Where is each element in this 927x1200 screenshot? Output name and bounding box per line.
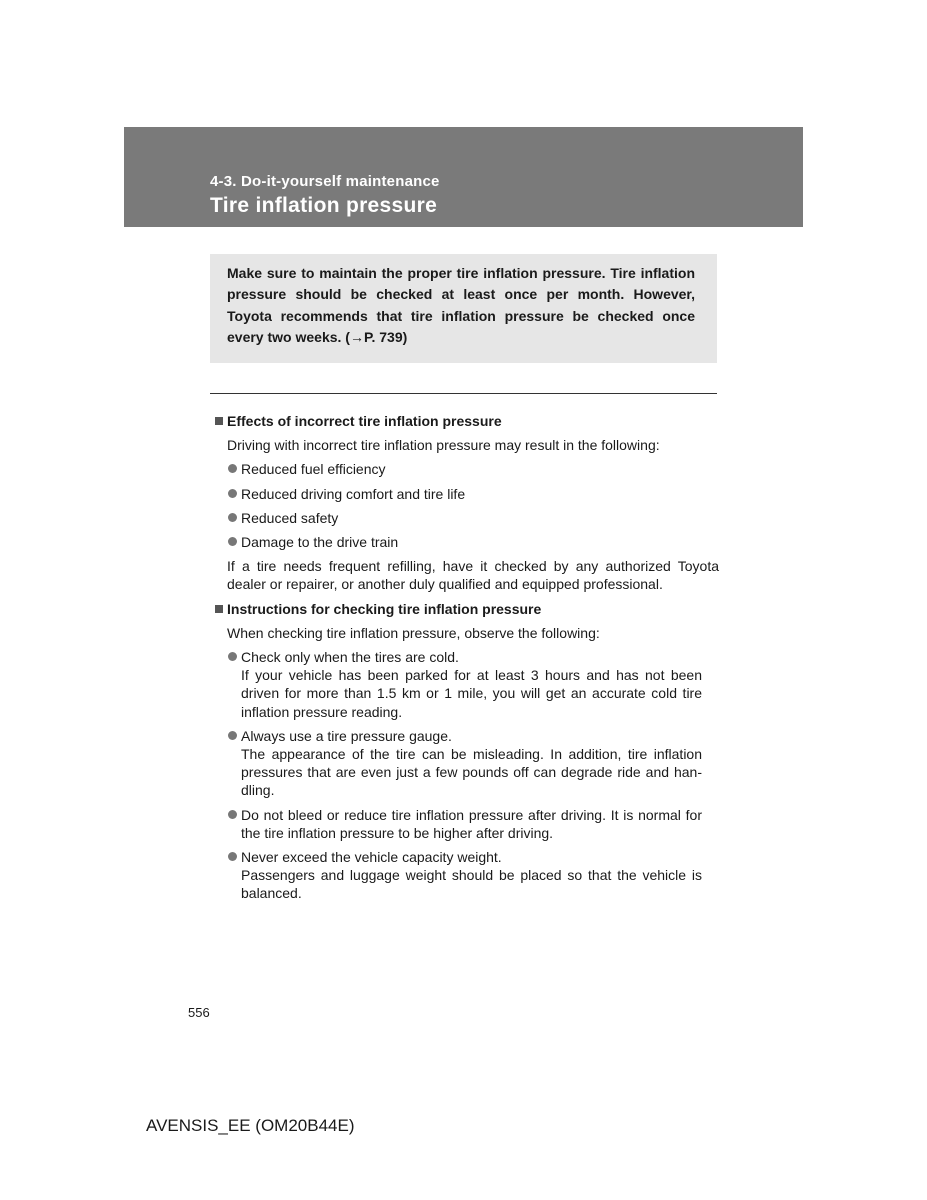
list-item: [227, 485, 715, 503]
intro-text: Make sure to maintain the proper tire inflation pressure. Tire inflation pressure should be checked at least once per month. However, Toyota recommends that tire inflation pressure be checked once every two weeks. (→P. 739): [227, 265, 695, 346]
square-bullet-icon: [215, 605, 223, 613]
circle-bullet-icon: [228, 513, 237, 522]
instructions-lead: When checking tire inflation pressure, observe the following:: [227, 624, 600, 641]
list-item: [227, 648, 715, 721]
list-item-desc: The appearance of the tire can be misleading. In addition, tire inflation pressures that are even just a few pounds off can degrade ride and han-dling.: [241, 746, 702, 799]
list-item-body: [241, 648, 702, 721]
list-item-desc: Passengers and luggage weight should be placed so that the vehicle is balanced.: [241, 867, 702, 902]
footer-model-code: AVENSIS_EE (OM20B44E): [146, 1116, 355, 1135]
effects-heading: [215, 412, 715, 430]
list-item-body: [241, 806, 702, 842]
effects-note: If a tire needs frequent refilling, have it checked by any authorized Toyota dealer or repairer, or another duly qualified and equipped professional.: [227, 558, 719, 593]
divider: [210, 393, 717, 394]
instructions-heading: [215, 600, 715, 618]
circle-bullet-icon: [228, 537, 237, 546]
header-band: [124, 127, 803, 227]
section-label: 4-3. Do-it-yourself maintenance: [210, 173, 440, 190]
list-item-body: [241, 848, 702, 903]
circle-bullet-icon: [228, 489, 237, 498]
list-item-text: Reduced fuel efficiency: [241, 461, 386, 478]
effects-lead: Driving with incorrect tire inflation pressure may result in the following:: [227, 437, 660, 454]
list-item: [227, 533, 715, 551]
list-item: [227, 848, 715, 903]
list-item-desc: If your vehicle has been parked for at least 3 hours and has not been driven for more than 1.5 km or 1 mile, you will get an accurate cold tire inflation pressure reading.: [241, 667, 702, 720]
list-item: [227, 509, 715, 527]
list-item: [227, 727, 715, 800]
list-item-title: Check only when the tires are cold.: [241, 649, 459, 666]
square-bullet-icon: [215, 417, 223, 425]
page-number: 556: [188, 1005, 210, 1020]
circle-bullet-icon: [228, 731, 237, 740]
list-item-body: [241, 727, 702, 800]
circle-bullet-icon: [228, 464, 237, 473]
list-item-title: Never exceed the vehicle capacity weight.: [241, 849, 502, 866]
page-title: Tire inflation pressure: [210, 194, 438, 217]
circle-bullet-icon: [228, 810, 237, 819]
effects-heading-text: Effects of incorrect tire inflation pressure: [227, 413, 502, 429]
instructions-heading-text: Instructions for checking tire inflation pressure: [227, 600, 542, 617]
list-item-title: Do not bleed or reduce tire inflation pressure after driving. It is normal for the tire inflation pressure to be higher after driving.: [241, 806, 702, 841]
list-item-text: Reduced safety: [241, 509, 339, 526]
intro-box: [210, 254, 717, 363]
circle-bullet-icon: [228, 652, 237, 661]
list-item: [227, 806, 715, 842]
list-item-title: Always use a tire pressure gauge.: [241, 727, 452, 744]
list-item: [227, 460, 715, 478]
list-item-text: Damage to the drive train: [241, 534, 399, 551]
main-content: [215, 408, 719, 903]
circle-bullet-icon: [228, 852, 237, 861]
list-item-text: Reduced driving comfort and tire life: [241, 485, 466, 502]
